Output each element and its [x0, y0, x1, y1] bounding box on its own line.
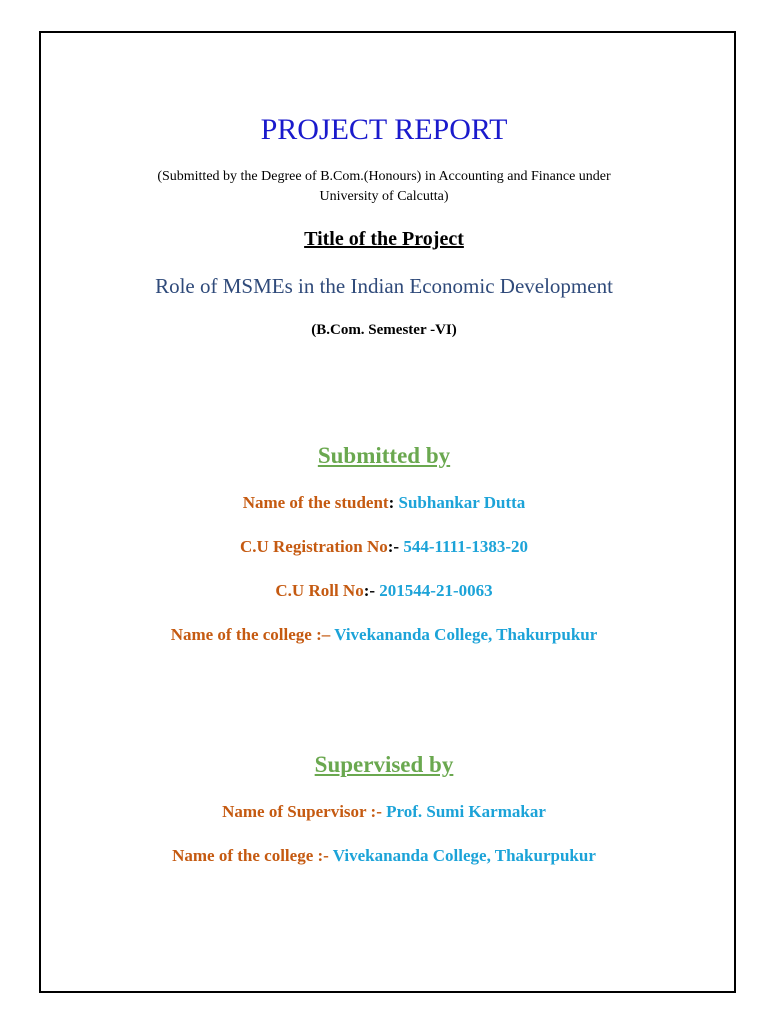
supervisor-college-row [0, 844, 768, 868]
student-name-separator: : [388, 493, 399, 512]
student-college-label: Name of the college [170, 625, 317, 644]
roll-number-separator: :- [363, 581, 380, 600]
submitted-by-heading: Submitted by [317, 443, 451, 468]
roll-number-value: 201544-21-0063 [379, 581, 493, 600]
project-title-heading: Title of the Project [304, 228, 464, 250]
registration-row [0, 535, 768, 559]
registration-label: C.U Registration No [239, 537, 388, 556]
submission-note-line-2: University of Calcutta) [319, 189, 449, 204]
registration-separator: :- [387, 537, 404, 556]
semester-label: (B.Com. Semester -VI) [311, 322, 457, 338]
supervisor-label: Name of Supervisor :- [222, 802, 387, 821]
student-name-value: Subhankar Dutta [398, 493, 526, 512]
student-name-row [0, 491, 768, 515]
roll-number-label: C.U Roll No [275, 581, 364, 600]
submission-note-line-1: (Submitted by the Degree of B.Com.(Honours) in Accounting and Finance under [157, 169, 611, 184]
registration-value: 544-1111-1383-20 [403, 537, 529, 556]
supervisor-college-value: Vivekananda College, Thakurpukur [332, 846, 596, 865]
student-name-label: Name of the student [242, 493, 389, 512]
roll-number-row [0, 579, 768, 603]
supervisor-value: Prof. Sumi Karmakar [386, 802, 546, 821]
report-title: PROJECT REPORT [260, 113, 508, 146]
student-college-value: Vivekananda College, Thakurpukur [334, 625, 598, 644]
supervisor-row [0, 800, 768, 824]
supervised-by-heading: Supervised by [314, 752, 454, 777]
supervisor-college-label: Name of the college :- [172, 846, 333, 865]
project-title: Role of MSMEs in the Indian Economic Development [155, 274, 613, 298]
student-college-row [0, 623, 768, 647]
student-college-separator: :– [316, 625, 335, 644]
